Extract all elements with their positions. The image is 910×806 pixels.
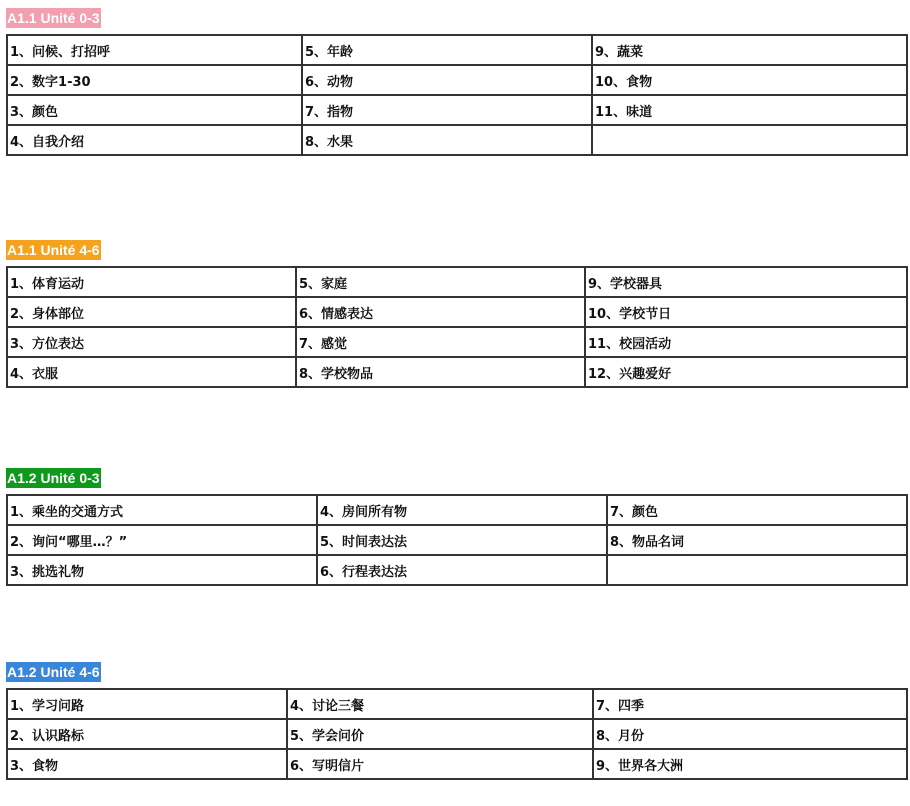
- table-cell: 1、体育运动: [7, 267, 296, 297]
- table-row: [7, 689, 907, 719]
- table-cell: 8、水果: [302, 125, 592, 155]
- table-row: [7, 495, 907, 525]
- section-a11-unite-0-3: [6, 8, 906, 156]
- table-cell: 6、写明信片: [287, 749, 593, 779]
- table-cell: 6、情感表达: [296, 297, 585, 327]
- table-cell: 4、衣服: [7, 357, 296, 387]
- table-cell: 10、食物: [592, 65, 907, 95]
- section-a11-unite-4-6: [6, 240, 906, 388]
- table-cell: 11、校园活动: [585, 327, 907, 357]
- table-row: [7, 125, 907, 155]
- table-cell: 2、认识路标: [7, 719, 287, 749]
- table-cell: 11、味道: [592, 95, 907, 125]
- table-row: [7, 525, 907, 555]
- table-row: [7, 719, 907, 749]
- table-cell: 5、时间表达法: [317, 525, 607, 555]
- table-cell: 2、询问“哪里…？”: [7, 525, 317, 555]
- table-cell: 3、食物: [7, 749, 287, 779]
- section-label: A1.2 Unité 0-3: [7, 470, 100, 486]
- section-a12-unite-4-6: [6, 662, 906, 780]
- table-row: [7, 65, 907, 95]
- table-cell: 5、家庭: [296, 267, 585, 297]
- topic-table: [6, 34, 908, 156]
- topic-table: [6, 494, 908, 586]
- table-cell: 7、指物: [302, 95, 592, 125]
- table-cell: 9、学校器具: [585, 267, 907, 297]
- topic-table: [6, 266, 908, 388]
- table-cell: 7、颜色: [607, 495, 907, 525]
- table-cell: 7、感觉: [296, 327, 585, 357]
- table-row: [7, 327, 907, 357]
- table-cell: 8、学校物品: [296, 357, 585, 387]
- table-cell: 5、年龄: [302, 35, 592, 65]
- table-row: [7, 357, 907, 387]
- table-row: [7, 555, 907, 585]
- table-cell: 10、学校节日: [585, 297, 907, 327]
- table-cell: 3、颜色: [7, 95, 302, 125]
- table-cell: 4、房间所有物: [317, 495, 607, 525]
- table-cell: 3、方位表达: [7, 327, 296, 357]
- section-label: A1.2 Unité 4-6: [7, 664, 100, 680]
- table-cell: 2、数字1-30: [7, 65, 302, 95]
- table-row: [7, 749, 907, 779]
- table-cell: 7、四季: [593, 689, 907, 719]
- section-a12-unite-0-3: [6, 468, 906, 586]
- table-row: [7, 35, 907, 65]
- table-row: [7, 95, 907, 125]
- table-cell: [592, 125, 907, 155]
- table-cell: 1、问候、打招呼: [7, 35, 302, 65]
- table-cell: [607, 555, 907, 585]
- table-cell: 9、蔬菜: [592, 35, 907, 65]
- topic-table: [6, 688, 908, 780]
- table-cell: 5、学会问价: [287, 719, 593, 749]
- table-cell: 8、物品名词: [607, 525, 907, 555]
- table-cell: 3、挑选礼物: [7, 555, 317, 585]
- section-label: A1.1 Unité 0-3: [7, 10, 100, 26]
- table-cell: 4、自我介绍: [7, 125, 302, 155]
- table-cell: 4、讨论三餐: [287, 689, 593, 719]
- section-label: A1.1 Unité 4-6: [7, 242, 100, 258]
- table-cell: 8、月份: [593, 719, 907, 749]
- table-cell: 6、行程表达法: [317, 555, 607, 585]
- table-row: [7, 297, 907, 327]
- table-row: [7, 267, 907, 297]
- table-cell: 1、学习问路: [7, 689, 287, 719]
- table-cell: 9、世界各大洲: [593, 749, 907, 779]
- table-cell: 12、兴趣爱好: [585, 357, 907, 387]
- table-cell: 2、身体部位: [7, 297, 296, 327]
- table-cell: 1、乘坐的交通方式: [7, 495, 317, 525]
- table-cell: 6、动物: [302, 65, 592, 95]
